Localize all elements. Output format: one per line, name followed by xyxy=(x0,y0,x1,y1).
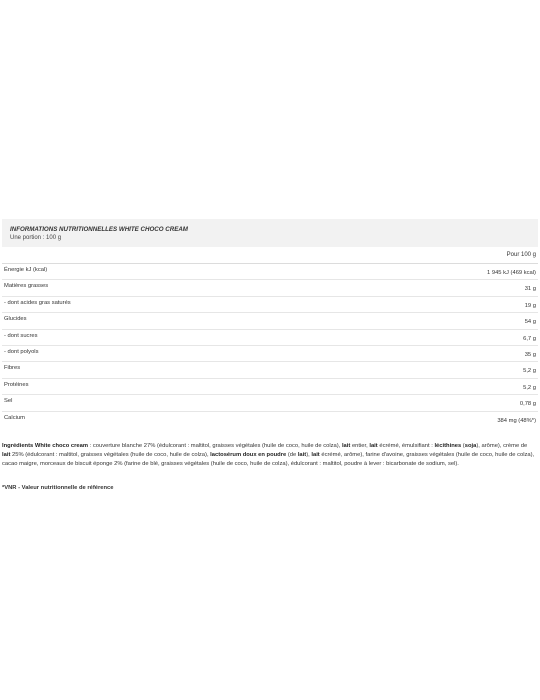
table-row xyxy=(2,329,538,345)
nutrition-header xyxy=(2,219,538,247)
nutrient-label: - dont sucres xyxy=(4,332,38,339)
nutrient-value: 5,2 g xyxy=(523,368,536,375)
nutrient-label: Fibres xyxy=(4,365,21,372)
nutrient-label: - dont acides gras saturés xyxy=(4,299,71,306)
nutrient-value: 384 mg (48%*) xyxy=(497,417,536,424)
nutrient-label: Énergie kJ (kcal) xyxy=(4,267,48,273)
ingredient-text: (de xyxy=(286,452,298,458)
nutrient-value: 31 g xyxy=(524,286,536,293)
ingredient-text: 25% (édulcorant : maltitol, graisses végétales (huile de coco, huile de colza), xyxy=(10,452,211,458)
ingredient-highlight: lait xyxy=(341,443,351,449)
nutrient-label: - dont polyols xyxy=(4,348,39,355)
table-row xyxy=(2,296,538,312)
nutrient-label: Sel xyxy=(4,398,13,405)
nutrient-value: 35 g xyxy=(524,351,536,358)
ingredient-text: écrémé, arôme), farine d'avoine, graisses végétales (huile de coco, huile de colza), cacao maigre, morceaux de biscuit éponge 2% (farine de blé, graisses végétales (huile de coco, huile de colza), édulcorant : maltitol, poudre à lever : bicarbonate de sodium, sel). xyxy=(2,452,535,467)
nutrient-value: 6,7 g xyxy=(523,335,536,342)
ingredient-text: entier, xyxy=(350,443,370,449)
ingredient-highlight: Ingrédients White choco cream xyxy=(2,443,89,449)
table-row xyxy=(2,394,538,410)
ingredient-highlight: soja xyxy=(464,443,477,449)
nutrition-title: INFORMATIONS NUTRITIONNELLES WHITE CHOCO CREAM xyxy=(10,226,188,233)
nutrient-label: Glucides xyxy=(4,316,27,323)
ingredient-highlight: lait xyxy=(2,452,11,458)
nutrient-value: 19 g xyxy=(524,302,536,309)
ingredients-text xyxy=(2,442,536,469)
table-row xyxy=(2,411,538,427)
nutrient-value: 0,78 g xyxy=(519,401,536,408)
ingredient-highlight: lait xyxy=(297,452,307,458)
table-row xyxy=(2,279,538,295)
table-row xyxy=(2,378,538,394)
column-header-per-100g: Pour 100 g xyxy=(506,252,536,258)
nutrition-panel xyxy=(2,219,538,427)
nutrient-value: 54 g xyxy=(524,319,536,326)
nutrient-label: Matières grasses xyxy=(4,283,49,290)
nutrient-label: Protéines xyxy=(4,381,29,388)
ingredient-text: ( xyxy=(461,443,465,449)
ingredient-text: écrémé, émulsifiant : xyxy=(377,443,435,449)
footnote-vnr: *VNR - Valeur nutritionnelle de référence xyxy=(2,485,114,491)
table-row xyxy=(2,312,538,328)
nutrition-table xyxy=(2,263,538,427)
table-row xyxy=(2,361,538,377)
table-row xyxy=(2,345,538,361)
nutrient-value: 1 945 kJ (469 kcal) xyxy=(487,270,536,276)
nutrient-label: Calcium xyxy=(4,414,25,421)
portion-size: Une portion : 100 g xyxy=(10,235,62,241)
ingredient-text: ), xyxy=(306,452,312,458)
ingredient-text: ), arôme), crème de xyxy=(476,443,528,449)
ingredient-highlight: lactosérum doux en poudre xyxy=(210,452,287,458)
column-header-row xyxy=(2,249,538,263)
ingredient-highlight: lécithines xyxy=(434,443,462,449)
ingredient-highlight: lait xyxy=(369,443,378,449)
table-row xyxy=(2,263,538,279)
ingredient-highlight: lait xyxy=(311,452,320,458)
ingredient-text: : couverture blanche 27% (édulcorant : maltitol, graisses végétales (huile de coco, huile de colza), xyxy=(88,443,342,449)
nutrient-value: 5,2 g xyxy=(523,384,536,391)
